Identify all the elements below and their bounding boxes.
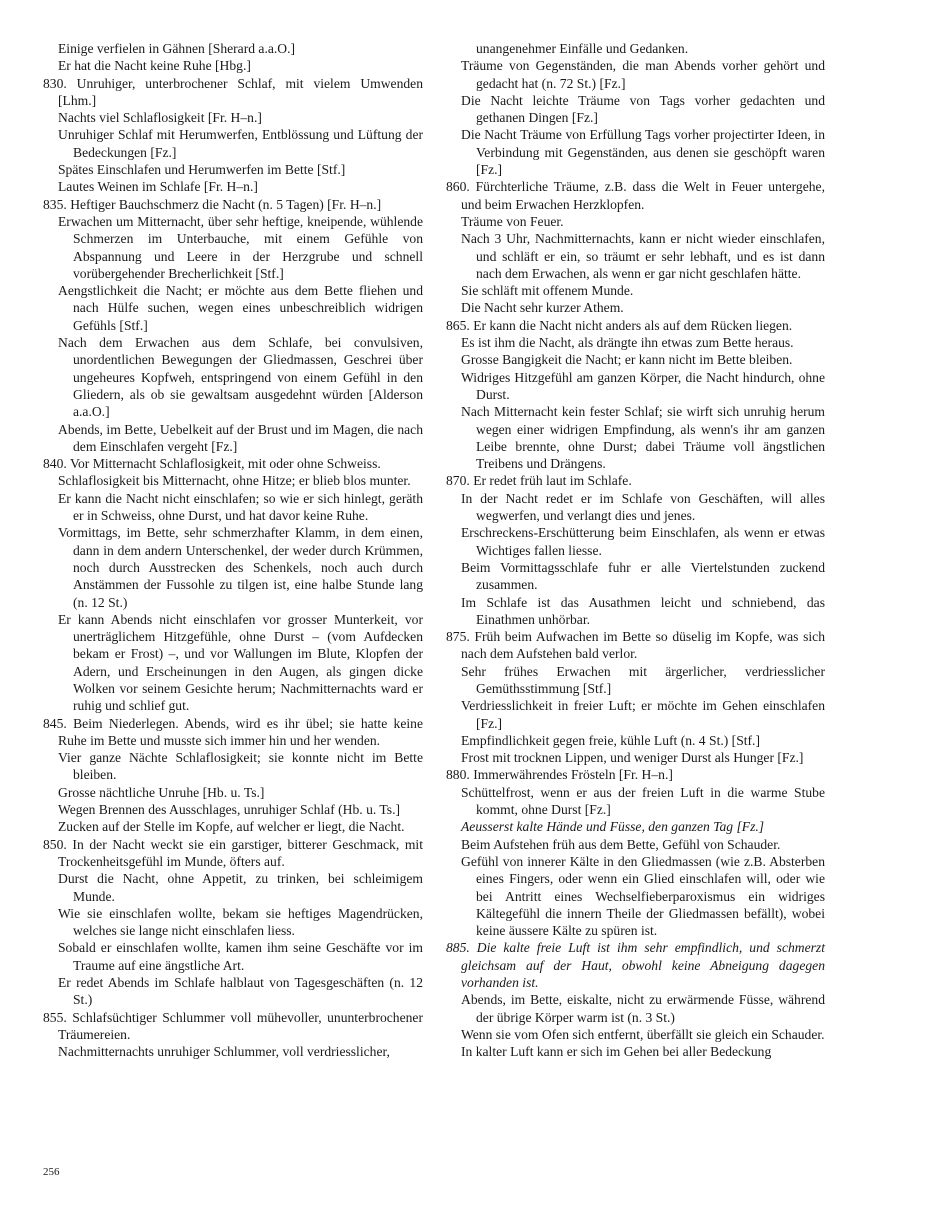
symptom-entry: Nachmitternachts unruhiger Schlummer, voll verdriesslicher, bbox=[58, 1044, 390, 1060]
numbered-entry: 880. Immerwährendes Frösteln [Fr. H–n.] bbox=[446, 767, 673, 783]
symptom-entry: Sie schläft mit offenem Munde. bbox=[461, 283, 634, 299]
numbered-entry: 855. Schlafsüchtiger Schlummer voll mühevoller, ununterbrochener Träumereien. bbox=[43, 1009, 423, 1042]
symptom-entry: Sehr frühes Erwachen mit ärgerlicher, verdriesslicher Gemüthsstimmung [Stf.] bbox=[461, 663, 825, 696]
page-number: 256 bbox=[43, 1166, 60, 1178]
numbered-entry: 870. Er redet früh laut im Schlafe. bbox=[446, 473, 632, 489]
symptom-entry: Zucken auf der Stelle im Kopfe, auf welcher er liegt, die Nacht. bbox=[58, 819, 405, 835]
symptom-entry: Beim Vormittagsschlafe fuhr er alle Viertelstunden zuckend zusammen. bbox=[461, 559, 825, 593]
left-column bbox=[43, 40, 423, 1061]
symptom-entry: Aengstlichkeit die Nacht; er möchte aus dem Bette fliehen und nach Hülfe suchen, wegen eines unbeschreiblich widrigen Gefühls [Stf.] bbox=[58, 283, 423, 333]
symptom-entry: Nach 3 Uhr, Nachmitternachts, kann er nicht wieder einschlafen, und schläft er ein, so träumt er sehr lebhaft, und es ist dann nach dem Erwachen, als wenn er gar nicht geschlafen hätte. bbox=[461, 231, 825, 281]
numbered-entry: 860. Fürchterliche Träume, z.B. dass die Welt in Feuer untergehe, und beim Erwachen Herzklopfen. bbox=[446, 179, 825, 212]
symptom-entry: Abends, im Bette, eiskalte, nicht zu erwärmende Füsse, während der übrige Körper warm ist (n. 3 St.) bbox=[461, 992, 825, 1025]
symptom-entry: Durst die Nacht, ohne Appetit, zu trinken, bei schleimigem Munde. bbox=[58, 871, 423, 904]
symptom-entry: Wenn sie vom Ofen sich entfernt, überfällt sie gleich ein Schauder. bbox=[461, 1026, 825, 1042]
symptom-entry: Die Nacht leichte Träume von Tags vorher gedachten und gethanen Dingen [Fz.] bbox=[461, 92, 825, 126]
symptom-entry: Verdriesslichkeit in freier Luft; er möchte im Gehen einschlafen [Fz.] bbox=[461, 698, 825, 731]
symptom-entry: Abends, im Bette, Uebelkeit auf der Brust und im Magen, die nach dem Einschlafen vergeht [Fz.] bbox=[58, 421, 423, 454]
numbered-entry: 830. Unruhiger, unterbrochener Schlaf, mit vielem Umwenden [Lhm.] bbox=[43, 75, 423, 108]
symptom-entry: Träume von Gegenständen, die man Abends vorher gehört und gedacht hat (n. 72 St.) [Fz.] bbox=[461, 58, 825, 91]
symptom-entry: unangenehmer Einfälle und Gedanken. bbox=[476, 41, 689, 56]
numbered-entry: 850. In der Nacht weckt sie ein garstiger, bitterer Geschmack, mit Trockenheitsgefühl im Munde, öfters auf. bbox=[43, 836, 423, 869]
symptom-entry: Es ist ihm die Nacht, als drängte ihn etwas zum Bette heraus. bbox=[461, 335, 794, 351]
symptom-entry: Träume von Feuer. bbox=[461, 213, 564, 229]
symptom-entry: Grosse Bangigkeit die Nacht; er kann nicht im Bette bleiben. bbox=[461, 352, 793, 368]
symptom-entry: Er hat die Nacht keine Ruhe [Hbg.] bbox=[58, 58, 251, 74]
symptom-entry: Erschreckens-Erschütterung beim Einschlafen, als wenn er etwas Wichtiges fallen liesse. bbox=[461, 525, 825, 558]
symptom-entry: Im Schlafe ist das Ausathmen leicht und schniebend, das Einathmen unhörbar. bbox=[461, 594, 825, 627]
symptom-entry: Einige verfielen in Gähnen [Sherard a.a.O.] bbox=[58, 41, 296, 56]
numbered-entry: 865. Er kann die Nacht nicht anders als auf dem Rücken liegen. bbox=[446, 317, 793, 333]
symptom-entry: Wegen Brennen des Ausschlages, unruhiger Schlaf (Hb. u. Ts.] bbox=[58, 802, 400, 818]
symptom-entry: Aeusserst kalte Hände und Füsse, den ganzen Tag [Fz.] bbox=[461, 819, 765, 835]
symptom-entry: Schlaflosigkeit bis Mitternacht, ohne Hitze; er blieb blos munter. bbox=[58, 473, 411, 489]
symptom-entry: Frost mit trocknen Lippen, und weniger Durst als Hunger [Fz.] bbox=[461, 750, 804, 766]
symptom-entry: Nach Mitternacht kein fester Schlaf; sie wirft sich unruhig herum wegen einer widrigen Empfindung, als wenn's ihr am ganzen Leibe brennte, ohne Durst; dabei Träume voll ängstlichen Treibens und Drängens. bbox=[461, 404, 825, 472]
symptom-entry: Grosse nächtliche Unruhe [Hb. u. Ts.] bbox=[58, 784, 265, 800]
symptom-entry: Spätes Einschlafen und Herumwerfen im Bette [Stf.] bbox=[58, 162, 346, 178]
symptom-entry: Wie sie einschlafen wollte, bekam sie heftiges Magendrücken, welches sie lange nicht einschlafen liess. bbox=[58, 905, 423, 939]
numbered-entry: 845. Beim Niederlegen. Abends, wird es ihr übel; sie hatte keine Ruhe im Bette und musste sich immer hin und her wenden. bbox=[43, 715, 423, 748]
numbered-entry: 835. Heftiger Bauchschmerz die Nacht (n. 5 Tagen) [Fr. H–n.] bbox=[43, 196, 382, 212]
symptom-entry: Die Nacht Träume von Erfüllung Tags vorher projectirter Ideen, in Verbindung mit Gegenständen, aus denen sie geschöpft waren [Fz.] bbox=[461, 127, 825, 178]
symptom-entry: Lautes Weinen im Schlafe [Fr. H–n.] bbox=[58, 179, 258, 195]
symptom-entry: Beim Aufstehen früh aus dem Bette, Gefühl von Schauder. bbox=[461, 836, 781, 852]
symptom-entry: In der Nacht redet er im Schlafe von Geschäften, will alles wegwerfen, und verlangt dies und jenes. bbox=[461, 490, 825, 524]
symptom-entry: Nach dem Erwachen aus dem Schlafe, bei convulsiven, unordentlichen Bewegungen der Gliedmassen, Geschrei über ungeheures Kopfweh, entspringend von einem Gefühl in den Gliedern, als ob sie gewaltsam ausgedehnt würden [Alderson a.a.O.] bbox=[58, 335, 423, 420]
numbered-entry: 875. Früh beim Aufwachen im Bette so düselig im Kopfe, was sich nach dem Aufstehen bald verlor. bbox=[446, 629, 825, 662]
symptom-entry: Die Nacht sehr kurzer Athem. bbox=[461, 300, 624, 316]
symptom-entry: Sobald er einschlafen wollte, kamen ihm seine Geschäfte vor im Traume auf eine ängstliche Art. bbox=[58, 940, 423, 973]
right-column bbox=[446, 40, 825, 1061]
symptom-entry: Vier ganze Nächte Schlaflosigkeit; sie konnte nicht im Bette bleiben. bbox=[58, 750, 423, 783]
symptom-entry: Unruhiger Schlaf mit Herumwerfen, Entblössung und Lüftung der Bedeckungen [Fz.] bbox=[58, 127, 423, 160]
symptom-entry: Er redet Abends im Schlafe halblaut von Tagesgeschäften (n. 12 St.) bbox=[58, 975, 423, 1008]
symptom-entry: Erwachen um Mitternacht, über sehr heftige, kneipende, wühlende Schmerzen im Unterbauche, mit einem Gefühle von Abspannung und Leere in der Herzgrube und schnell vorübergehender Brecherlichkeit [Stf.] bbox=[58, 213, 423, 281]
symptom-entry: Schüttelfrost, wenn er aus der freien Luft in die warme Stube kommt, ohne Durst [Fz.] bbox=[461, 784, 825, 818]
symptom-entry: Empfindlichkeit gegen freie, kühle Luft (n. 4 St.) [Stf.] bbox=[461, 732, 760, 748]
symptom-entry: Er kann Abends nicht einschlafen vor grosser Munterkeit, vor unerträglichem Hitzgefühle, ohne Durst – (vom Aufdecken bekam er Frost) –, und vor Wallungen im Blute, Klopfen der Adern, und Erscheinungen in den Augen, als gingen dicke Wolken vor seinem Gesichte herum; Nachmitternachts ward er ruhig und schlief gut. bbox=[58, 611, 423, 714]
symptom-entry: Er kann die Nacht nicht einschlafen; so wie er sich hinlegt, geräth er in Schweiss, ohne Durst, und hat davor keine Ruhe. bbox=[58, 490, 423, 524]
symptom-entry: Vormittags, im Bette, sehr schmerzhafter Klamm, in dem einen, dann in dem andern Unterschenkel, der weder durch Krümmen, noch durch Ausstrecken des Schenkels, noch auch durch Anstämmen der Fussohle zu tilgen ist, eine halbe Stunde lang (n. 12 St.) bbox=[58, 525, 423, 610]
numbered-entry: 885. Die kalte freie Luft ist ihm sehr empfindlich, und schmerzt gleichsam auf der Haut, obwohl keine Abneigung dagegen vorhanden ist. bbox=[446, 940, 825, 991]
symptom-entry: In kalter Luft kann er sich im Gehen bei aller Bedeckung bbox=[461, 1044, 772, 1060]
symptom-entry: Widriges Hitzgefühl am ganzen Körper, die Nacht hindurch, ohne Durst. bbox=[461, 369, 825, 402]
symptom-entry: Gefühl von innerer Kälte in den Gliedmassen (wie z.B. Absterben eines Fingers, oder wenn ein Glied einschlafen will, oder wie bei Antritt eines Wechselfieberparoxismus ein widriges Kältegefühl die innern Theile der Gliedmassen befällt), wobei keine äussere Kälte zu spüren ist. bbox=[461, 853, 825, 939]
numbered-entry: 840. Vor Mitternacht Schlaflosigkeit, mit oder ohne Schweiss. bbox=[43, 456, 381, 472]
symptom-entry: Nachts viel Schlaflosigkeit [Fr. H–n.] bbox=[58, 110, 262, 126]
